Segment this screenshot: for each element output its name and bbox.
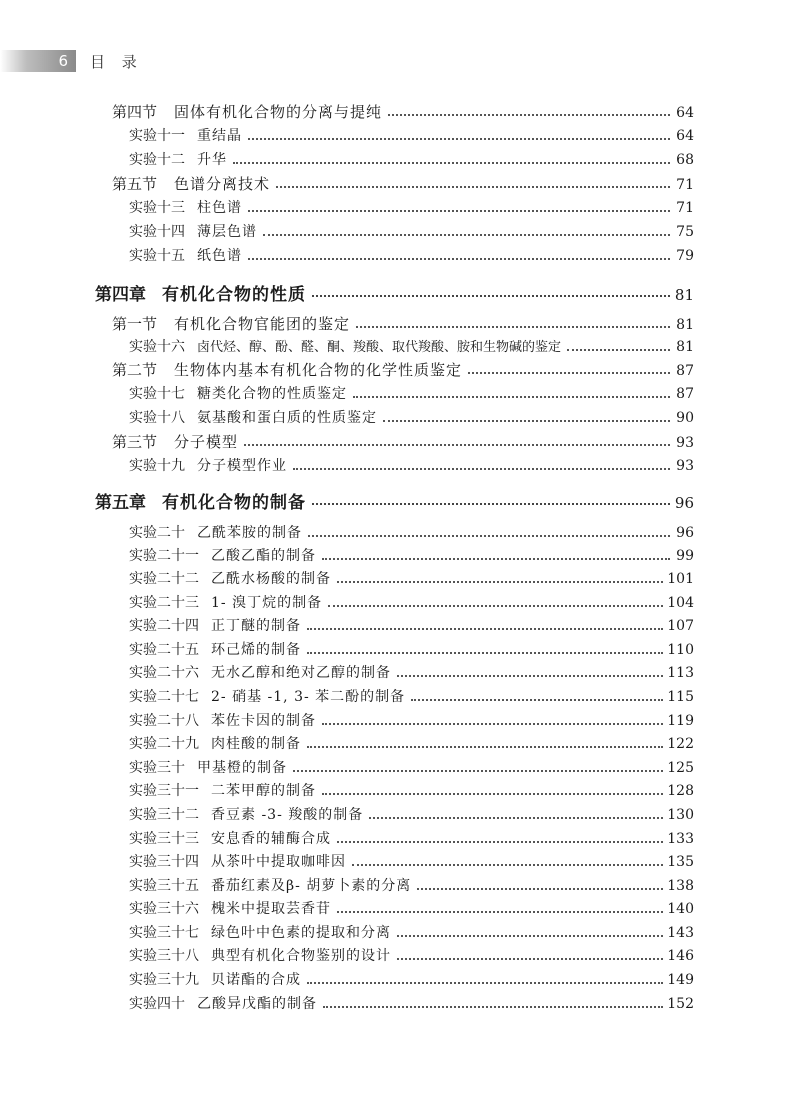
- toc-entry-page: 152: [667, 996, 694, 1012]
- toc-entry-title: 薄层色谱: [197, 224, 257, 240]
- toc-entry-title: 卤代烃、醇、酚、醛、酮、羧酸、取代羧酸、胺和生物碱的鉴定: [197, 340, 562, 355]
- toc-entry-number: 实验十五: [129, 248, 185, 264]
- toc-entry-title: 甲基橙的制备: [197, 760, 287, 776]
- toc-entry-number: 第四节: [112, 103, 158, 121]
- leader-dots: [323, 1005, 663, 1008]
- toc-entry-page: 119: [667, 713, 694, 729]
- toc-entry-number: 实验二十五: [129, 642, 199, 658]
- toc-entry[interactable]: [129, 804, 694, 824]
- toc-entry-number: 实验二十二: [129, 571, 199, 587]
- toc-entry[interactable]: [112, 313, 694, 334]
- toc-entry-number: 第五节: [112, 175, 158, 193]
- toc-entry-number: 实验四十: [129, 996, 185, 1012]
- toc-entry-number: 第五章: [95, 493, 146, 513]
- toc-entry-title: 乙酰苯胺的制备: [197, 525, 302, 541]
- leader-dots: [337, 840, 663, 843]
- toc-entry[interactable]: [129, 945, 694, 965]
- leader-dots: [337, 580, 663, 583]
- toc-entry-title: 乙酰水杨酸的制备: [211, 571, 331, 587]
- toc-entry-page: 90: [676, 410, 694, 426]
- leader-dots: [233, 161, 670, 164]
- leader-dots: [369, 816, 663, 819]
- toc-entry-title: 苯佐卡因的制备: [211, 713, 316, 729]
- toc-entry-title: 无水乙醇和绝对乙醇的制备: [211, 665, 391, 681]
- toc-entry[interactable]: [129, 245, 694, 265]
- toc-entry[interactable]: [112, 173, 694, 194]
- toc-entry-title: 有机化合物官能团的鉴定: [174, 315, 351, 333]
- toc-entry-title: 柱色谱: [197, 200, 242, 216]
- toc-entry[interactable]: [129, 125, 694, 145]
- toc-entry-page: 113: [667, 665, 694, 681]
- toc-entry-title: 纸色谱: [197, 248, 242, 264]
- toc-entry-page: 110: [667, 642, 694, 658]
- toc-entry-number: 实验三十七: [129, 925, 199, 941]
- toc-entry-page: 99: [676, 548, 694, 564]
- leader-dots: [468, 371, 670, 374]
- toc-entry-number: 实验三十六: [129, 901, 199, 917]
- leader-dots: [417, 887, 663, 890]
- toc-entry[interactable]: [129, 969, 694, 989]
- toc-entry-number: 第一节: [112, 315, 158, 333]
- leader-dots: [248, 209, 670, 212]
- leader-dots: [248, 137, 670, 140]
- toc-entry-title: 肉桂酸的制备: [211, 736, 301, 752]
- toc-entry[interactable]: [129, 733, 694, 753]
- toc-entry-page: 68: [676, 152, 694, 168]
- toc-entry-title: 分子模型作业: [197, 458, 287, 474]
- toc-entry-page: 93: [676, 458, 694, 474]
- toc-entry-page: 128: [667, 783, 694, 799]
- toc-entry-page: 135: [667, 854, 694, 870]
- toc-entry-title: 安息香的辅酶合成: [211, 831, 331, 847]
- toc-entry[interactable]: [129, 407, 694, 427]
- toc-entry-number: 实验十九: [129, 458, 185, 474]
- leader-dots: [328, 604, 663, 607]
- leader-dots: [353, 395, 670, 398]
- toc-entry-title: 槐米中提取芸香苷: [211, 901, 331, 917]
- toc-entry-title: 典型有机化合物鉴别的设计: [211, 948, 391, 964]
- toc-chapter[interactable]: [95, 488, 694, 513]
- leader-dots: [322, 722, 663, 725]
- toc-entry-number: 实验二十九: [129, 736, 199, 752]
- toc-entry-title: 从茶叶中提取咖啡因: [211, 854, 346, 870]
- toc-entry-page: 87: [676, 363, 694, 379]
- leader-dots: [312, 502, 670, 505]
- toc-entry-title: 番茄红素及β- 胡萝卜素的分离: [211, 878, 412, 894]
- toc-entry-page: 133: [667, 831, 694, 847]
- toc-entry[interactable]: [129, 568, 694, 588]
- toc-entry-page: 64: [676, 128, 694, 144]
- leader-dots: [397, 957, 663, 960]
- toc-entry[interactable]: [129, 639, 694, 659]
- page-header: [0, 50, 800, 72]
- leader-dots: [248, 257, 670, 260]
- leader-dots: [263, 233, 670, 236]
- toc-entry-page: 81: [676, 339, 694, 355]
- toc-entry-title: 氨基酸和蛋白质的性质鉴定: [197, 410, 377, 426]
- toc-entry-title: 香豆素 -3- 羧酸的制备: [211, 807, 364, 823]
- toc-entry-number: 实验三十三: [129, 831, 199, 847]
- toc-entry-title: 1- 溴丁烷的制备: [211, 595, 323, 611]
- toc-entry[interactable]: [129, 455, 694, 475]
- toc-entry-page: 87: [676, 386, 694, 402]
- toc-entry-page: 96: [676, 525, 694, 541]
- toc-entry-page: 115: [667, 689, 694, 705]
- toc-entry-number: 实验十八: [129, 410, 185, 426]
- toc-entry-number: 实验二十: [129, 525, 185, 541]
- toc-entry-title: 重结晶: [197, 128, 242, 144]
- toc-entry-page: 125: [667, 760, 694, 776]
- toc-entry-page: 122: [667, 736, 694, 752]
- toc-entry[interactable]: [129, 686, 694, 706]
- leader-dots: [293, 467, 670, 470]
- toc-entry-number: 第三节: [112, 433, 158, 451]
- toc-entry-title: 有机化合物的制备: [162, 493, 306, 513]
- toc-entry-number: 实验十一: [129, 128, 185, 144]
- toc-entry-page: 71: [676, 177, 694, 193]
- toc-entry-number: 第二节: [112, 361, 158, 379]
- leader-dots: [322, 557, 670, 560]
- toc-entry-number: 实验三十五: [129, 878, 199, 894]
- toc-entry-page: 101: [667, 571, 694, 587]
- toc-entry[interactable]: [129, 662, 694, 682]
- toc-entry-page: 104: [667, 595, 694, 611]
- toc-entry[interactable]: [129, 383, 694, 403]
- toc-entry[interactable]: [129, 221, 694, 241]
- toc-entry-page: 96: [674, 494, 694, 512]
- leader-dots: [388, 113, 670, 116]
- toc-entry-number: 实验二十七: [129, 689, 199, 705]
- toc-entry-title: 绿色叶中色素的提取和分离: [211, 925, 391, 941]
- toc-entry-number: 实验二十四: [129, 618, 199, 634]
- toc-entry-page: 146: [667, 948, 694, 964]
- toc-entry-number: 实验三十二: [129, 807, 199, 823]
- leader-dots: [307, 627, 663, 630]
- toc-entry-number: 实验十七: [129, 386, 185, 402]
- toc-entry-number: 实验三十: [129, 760, 185, 776]
- toc-entry-title: 生物体内基本有机化合物的化学性质鉴定: [174, 361, 463, 379]
- leader-dots: [312, 294, 670, 297]
- leader-dots: [411, 698, 663, 701]
- toc-entry-number: 实验三十九: [129, 972, 199, 988]
- toc-entry-number: 实验三十八: [129, 948, 199, 964]
- toc-entry-page: 71: [676, 200, 694, 216]
- leader-dots: [308, 534, 670, 537]
- leader-dots: [307, 651, 663, 654]
- toc-entry[interactable]: [129, 875, 694, 895]
- toc-entry[interactable]: [129, 757, 694, 777]
- toc-entry[interactable]: [129, 592, 694, 612]
- toc-entry-page: 93: [676, 435, 694, 451]
- toc-entry-title: 色谱分离技术: [174, 175, 271, 193]
- page-number-tab: [0, 50, 76, 72]
- toc-entry-page: 81: [674, 286, 694, 304]
- toc-entry-page: 140: [667, 901, 694, 917]
- leader-dots: [567, 348, 670, 351]
- toc-entry-number: 实验三十一: [129, 783, 199, 799]
- toc-entry-number: 实验十六: [129, 339, 185, 355]
- toc-entry[interactable]: [129, 336, 694, 356]
- toc-entry-number: 实验十三: [129, 200, 185, 216]
- leader-dots: [397, 674, 663, 677]
- toc-entry-page: 64: [676, 105, 694, 121]
- toc-entry-title: 固体有机化合物的分离与提纯: [174, 103, 383, 121]
- toc-entry[interactable]: [129, 851, 694, 871]
- leader-dots: [352, 863, 663, 866]
- toc-entry-title: 2- 硝基 -1, 3- 苯二酚的制备: [211, 689, 406, 705]
- toc-entry-number: 实验二十三: [129, 595, 199, 611]
- toc-entry[interactable]: [112, 101, 694, 122]
- toc-entry-title: 升华: [197, 152, 227, 168]
- toc-entry-number: 实验十四: [129, 224, 185, 240]
- toc-entry-page: 130: [667, 807, 694, 823]
- toc-entry[interactable]: [129, 545, 694, 565]
- leader-dots: [307, 745, 663, 748]
- toc-entry-number: 实验三十四: [129, 854, 199, 870]
- leader-dots: [307, 981, 663, 984]
- toc-entry-page: 138: [667, 878, 694, 894]
- toc-entry-number: 实验二十一: [129, 548, 199, 564]
- header-title: 目 录: [90, 52, 143, 71]
- toc-entry[interactable]: [112, 431, 694, 452]
- leader-dots: [383, 419, 670, 422]
- toc-entry-number: 实验二十六: [129, 665, 199, 681]
- leader-dots: [244, 443, 670, 446]
- leader-dots: [322, 792, 663, 795]
- toc-entry-page: 79: [676, 248, 694, 264]
- toc-entry[interactable]: [129, 828, 694, 848]
- toc-entry[interactable]: [129, 898, 694, 918]
- toc-entry[interactable]: [129, 710, 694, 730]
- toc-entry-title: 乙酸异戊酯的制备: [197, 996, 317, 1012]
- toc-entry-title: 环己烯的制备: [211, 642, 301, 658]
- toc-entry-number: 实验十二: [129, 152, 185, 168]
- toc-entry[interactable]: [112, 359, 694, 380]
- toc-entry[interactable]: [129, 780, 694, 800]
- toc-entry-page: 107: [667, 618, 694, 634]
- toc-entry-page: 81: [676, 317, 694, 333]
- page-number: 6: [58, 52, 68, 70]
- toc-entry-title: 有机化合物的性质: [162, 285, 306, 305]
- leader-dots: [397, 934, 663, 937]
- toc-entry[interactable]: [129, 197, 694, 217]
- leader-dots: [356, 325, 670, 328]
- toc-entry-title: 二苯甲醇的制备: [211, 783, 316, 799]
- toc-entry[interactable]: [129, 922, 694, 942]
- toc-entry[interactable]: [129, 615, 694, 635]
- toc-entry-page: 143: [667, 925, 694, 941]
- toc-entry-title: 正丁醚的制备: [211, 618, 301, 634]
- toc-entry-page: 75: [676, 224, 694, 240]
- toc-entry[interactable]: [129, 522, 694, 542]
- toc-entry-title: 糖类化合物的性质鉴定: [197, 386, 347, 402]
- leader-dots: [337, 910, 663, 913]
- toc-entry-title: 贝诺酯的合成: [211, 972, 301, 988]
- toc-entry-number: 实验二十八: [129, 713, 199, 729]
- leader-dots: [276, 185, 670, 188]
- toc-entry[interactable]: [129, 993, 694, 1013]
- toc-entry-number: 第四章: [95, 285, 146, 305]
- toc-entry[interactable]: [129, 149, 694, 169]
- leader-dots: [293, 769, 663, 772]
- toc-chapter[interactable]: [95, 280, 694, 305]
- toc-entry-page: 149: [667, 972, 694, 988]
- toc-entry-title: 分子模型: [174, 433, 239, 451]
- toc-entry-title: 乙酸乙酯的制备: [211, 548, 316, 564]
